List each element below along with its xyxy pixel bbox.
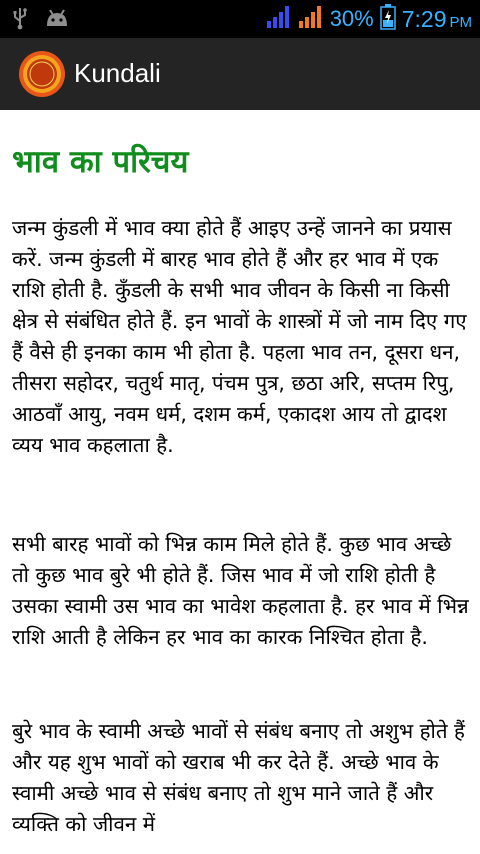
status-bar — [0, 0, 480, 38]
signal-icon — [298, 5, 324, 33]
notification-icons — [12, 6, 70, 34]
page-title: भाव का परिचय — [12, 144, 189, 180]
paragraph: जन्म कुंडली में भाव क्या होते हैं आइए उन्हें जानने का प्रयास करें. जन्म कुंडली में बारह भाव होते हैं और हर भाव में एक राशि होती है. कुँडली के सभी भाव जीवन के किसी ना किसी क्षेत्र से संबंधित होते हैं. इन भावों के शास्त्रों में जो नाम दिए गए हैं वैसे ही इनका काम भी होता है. पहला भाव तन, दूसरा धन, तीसरा सहोदर, चतुर्थ मातृ, पंचम पुत्र, छठा अरि, सप्तम रिपु, आठवाँ आयु, नवम धर्म, दशम कर्म, एकादश आय तो द्वादश व्यय भाव कहलाता है. — [12, 216, 467, 457]
system-icons — [266, 4, 472, 34]
clock-ampm: PM — [449, 13, 472, 31]
android-icon — [44, 8, 70, 32]
battery-percent: 30% — [329, 6, 374, 31]
clock-time: 7:29 — [401, 5, 447, 32]
signal-icon — [266, 5, 292, 33]
app-title: Kundali — [74, 58, 161, 88]
app-logo-icon[interactable] — [18, 50, 66, 98]
clock — [402, 6, 472, 33]
article-content[interactable] — [0, 110, 480, 854]
action-bar — [0, 38, 480, 110]
paragraph: बुरे भाव के स्वामी अच्छे भावों से संबंध बनाए तो अशुभ होते हैं और यह शुभ भावों को खराब भी कर देते हैं. अच्छे भाव के स्वामी अच्छे भाव से संबंध बनाए तो शुभ माने जाते हैं और व्यक्ति को जीवन में — [12, 719, 465, 836]
battery-icon — [380, 4, 396, 34]
paragraph: सभी बारह भावों को भिन्न काम मिले होते हैं. कुछ भाव अच्छे तो कुछ भाव बुरे भी होते हैं. जिस भाव में जो राशि होती है उसका स्वामी उस भाव का भावेश कहलाता है. हर भाव में भिन्न राशि आती है लेकिन हर भाव का कारक निश्चित होता है. — [12, 532, 469, 649]
usb-icon — [12, 6, 28, 34]
